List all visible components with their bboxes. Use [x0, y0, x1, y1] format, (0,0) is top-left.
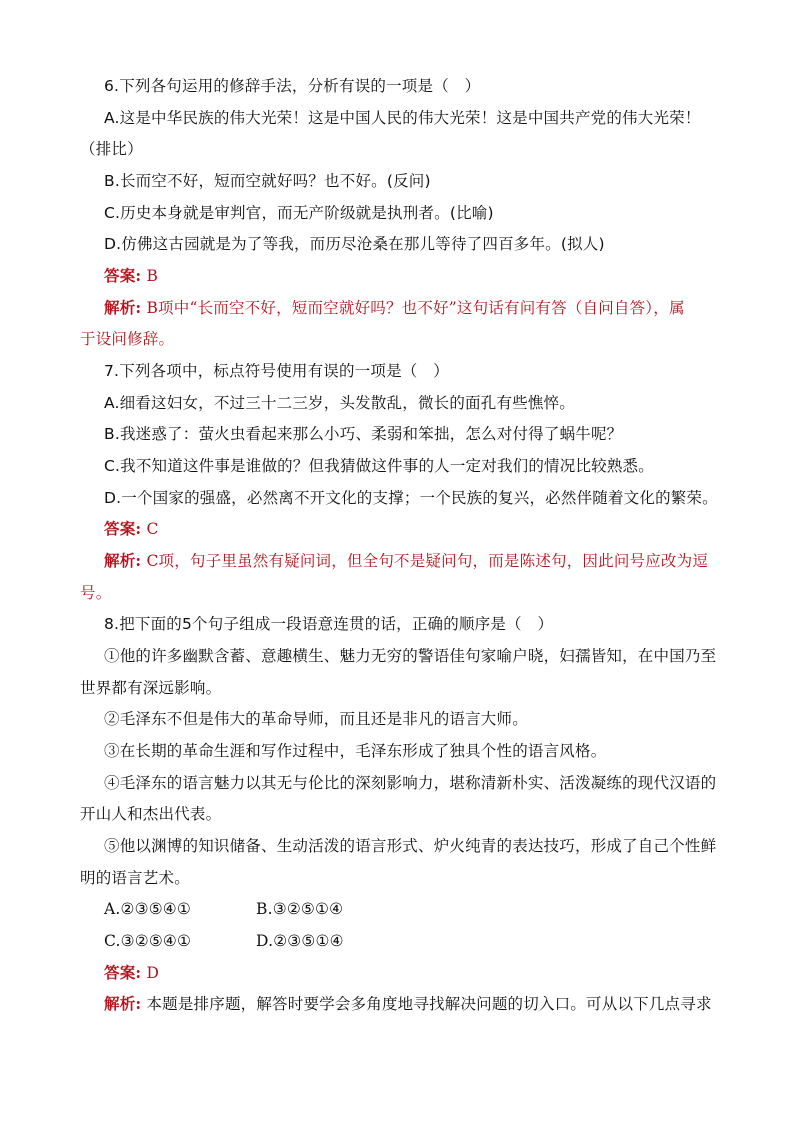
q7-analysis-cont: 号。	[80, 584, 112, 602]
q6-option-d: D.仿佛这古园就是为了等我，而历尽沧桑在那儿等待了四百多年。(拟人)	[104, 235, 605, 253]
analysis-text: B项中“长而空不好，短而空就好吗？也不好”这句话有问有答（自问自答），属	[141, 299, 685, 317]
q7-option-d: D.一个国家的强盛，必然离不开文化的支撑；一个民族的复兴，必然伴随着文化的繁荣。	[104, 489, 718, 507]
q6-answer	[104, 266, 724, 286]
q8-stem: 8.把下面的5个句子组成一段语意连贯的话，正确的顺序是（ ）	[104, 615, 554, 633]
q6-analysis	[104, 298, 724, 318]
q7-stem: 7.下列各项中，标点符号使用有误的一项是（ ）	[104, 362, 449, 380]
q8-option-b: B.③②⑤①④	[256, 900, 344, 918]
q8-sentence-3: ③在长期的革命生涯和写作过程中，毛泽东形成了独具个性的语言风格。	[104, 742, 607, 760]
answer-label: 答案:	[104, 266, 142, 285]
q8-sentence-1-cont: 世界都有深远影响。	[80, 679, 222, 697]
answer-label: 答案:	[104, 519, 142, 538]
q6-option-c: C.历史本身就是审判官，而无产阶级就是执刑者。(比喻)	[104, 204, 494, 222]
q8-options-row-1	[104, 899, 724, 919]
q7-option-c: C.我不知道这件事是谁做的？但我猜做这件事的人一定对我们的情况比较熟悉。	[104, 457, 654, 475]
q7-option-a: A.细看这妇女，不过三十二三岁，头发散乱，微长的面孔有些憔悴。	[104, 394, 575, 412]
q8-sentence-5-cont: 明的语言艺术。	[80, 869, 190, 887]
q8-option-d: D.②③⑤①④	[256, 932, 344, 950]
q7-answer	[104, 519, 724, 539]
q8-options-row-2	[104, 931, 724, 951]
answer-value: C	[141, 520, 159, 538]
q8-answer	[104, 963, 724, 983]
q8-sentence-5: ⑤他以渊博的知识储备、生动活泼的语言形式、炉火纯青的表达技巧，形成了自己个性鲜	[104, 837, 717, 855]
q6-stem: 6.下列各句运用的修辞手法，分析有误的一项是（ ）	[104, 77, 481, 95]
q7-analysis	[104, 551, 724, 571]
q8-analysis	[104, 994, 724, 1014]
analysis-text: 本题是排序题，解答时要学会多角度地寻找解决问题的切入口。可从以下几点寻求	[141, 995, 712, 1013]
analysis-label: 解析:	[104, 551, 142, 570]
q6-option-a-cont: （排比）	[80, 140, 143, 158]
q6-option-a: A.这是中华民族的伟大光荣！这是中国人民的伟大光荣！这是中国共产党的伟大光荣！	[104, 109, 701, 127]
analysis-label: 解析:	[104, 994, 142, 1013]
q6-analysis-cont: 于设问修辞。	[80, 330, 175, 348]
q8-option-c: C.③②⑤④①	[104, 932, 192, 950]
answer-value: B	[141, 267, 159, 285]
q8-option-a: A.②③⑤④①	[104, 900, 191, 918]
q6-option-b: B.长而空不好，短而空就好吗？也不好。(反问)	[104, 172, 431, 190]
analysis-text: C项，句子里虽然有疑问词，但全句不是疑问句，而是陈述句，因此问号应改为逗	[141, 552, 709, 570]
answer-value: D	[141, 964, 160, 982]
q7-option-b: B.我迷惑了：萤火虫看起来那么小巧、柔弱和笨拙，怎么对付得了蜗牛呢？	[104, 425, 623, 443]
q8-sentence-4-cont: 开山人和杰出代表。	[80, 805, 222, 823]
answer-label: 答案:	[104, 963, 142, 982]
analysis-label: 解析:	[104, 298, 142, 317]
q8-sentence-4: ④毛泽东的语言魅力以其无与伦比的深刻影响力，堪称清新朴实、活泼凝练的现代汉语的	[104, 774, 717, 792]
q8-sentence-1: ①他的许多幽默含蓄、意趣横生、魅力无穷的警语佳句家喻户晓，妇孺皆知，在中国乃至	[104, 647, 717, 665]
q8-sentence-2: ②毛泽东不但是伟大的革命导师，而且还是非凡的语言大师。	[104, 710, 528, 728]
